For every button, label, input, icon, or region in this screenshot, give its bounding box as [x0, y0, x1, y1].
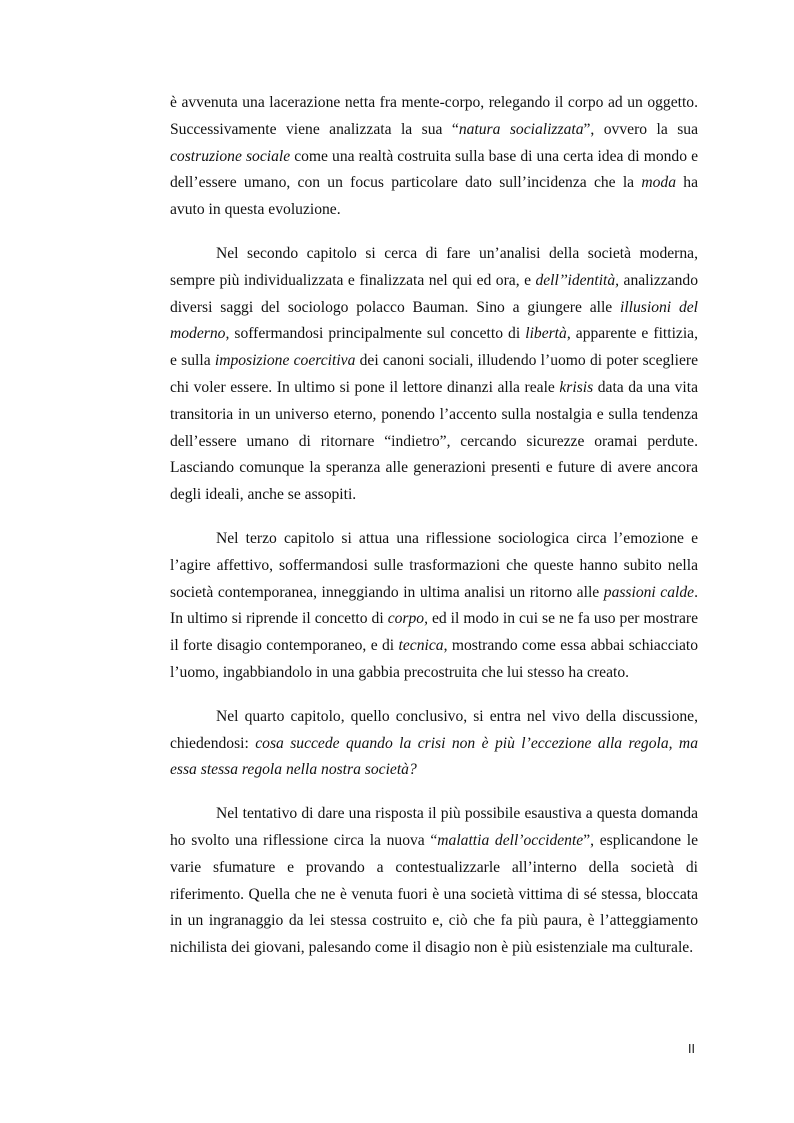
paragraph-2 — [170, 241, 698, 509]
paragraph-3 — [170, 526, 698, 687]
italic-run: natura socializzata — [458, 120, 584, 138]
italic-run: costruzione sociale — [170, 147, 291, 165]
text-run: Nel secondo capitolo si cerca di fare un’analisi della società moderna, sempre più individualizzata e finalizzata nel qui ed ora, e — [170, 244, 698, 289]
italic-run: krisis — [559, 378, 594, 396]
text-run: ed il modo in cui se ne fa uso per mostrare il forte disagio contemporaneo, e di — [170, 610, 699, 655]
text-run: , apparente e fittizia, e sulla — [170, 325, 698, 370]
italic-run: moda — [641, 174, 677, 192]
text-run: . In ultimo si riprende il concetto di — [170, 583, 698, 628]
text-run: , mostrando come essa abbai schiacciato l’uomo, ingabbiandolo in una gabbia precostruita che lui stesso ha creato. — [170, 637, 698, 681]
text-run: ”, ovvero la sua — [583, 120, 698, 138]
italic-run: passioni calde — [603, 583, 695, 601]
text-run: Nel tentativo di dare una risposta il più possibile esaustiva a questa domanda ho svolto una riflessione circa la nuova “ — [170, 805, 698, 849]
page-number: II — [688, 1042, 695, 1056]
text-run: soffermandosi principalmente sul concetto di — [229, 325, 526, 343]
text-run: è avvenuta una lacerazione netta fra mente-corpo, relegando il corpo ad un oggetto. Successivamente viene analizzata la sua “ — [170, 94, 698, 138]
italic-run: malattia dell’occidente — [437, 831, 584, 849]
text-run: data da una vita transitoria in un universo eterno, ponendo l’accento sulla nostalgia e sulla tendenza dell’essere umano di ritornare “indietro”, cercando sicurezze oramai perdute. Lasciando comunque la speranza alle generazioni presenti e future di avere ancora degli ideali, anche se assopiti. — [170, 378, 698, 504]
italic-run: dell’’identità, — [535, 271, 620, 289]
italic-run: tecnica — [398, 637, 444, 655]
italic-run: libertà — [525, 325, 567, 343]
italic-run: imposizione coercitiva — [214, 352, 356, 370]
text-run: ”, esplicandone le varie sfumature e provando a contestualizzarle all’interno della società di riferimento. Quella che ne è venuta fuori è una società vittima di sé stessa, bloccata in un ingranaggio da lei stessa costruito e, ciò che fa più paura, è l’atteggiamento nichilista dei giovani, palesando come il disagio non è più esistenziale ma culturale. — [170, 831, 698, 957]
italic-run: cosa succede quando la crisi non è più l’eccezione alla regola, ma essa stessa regola nella nostra società? — [170, 734, 698, 779]
paragraph-1 — [170, 90, 698, 224]
paragraph-4 — [170, 704, 698, 784]
text-run: come una realtà costruita sulla base di una certa idea di mondo e dell’essere umano, con un focus particolare dato sull’incidenza che la — [170, 147, 698, 192]
text-run: analizzando diversi saggi del sociologo polacco Bauman. Sino a giungere alle — [170, 271, 698, 316]
italic-run: corpo, — [387, 610, 428, 628]
text-run: ha avuto in questa evoluzione. — [170, 174, 698, 219]
document-page-body — [170, 90, 698, 962]
text-run: Nel terzo capitolo si attua una riflessione sociologica circa l’emozione e l’agire affettivo, soffermandosi sulle trasformazioni che queste hanno subito nella società contemporanea, inneggiando in ultima analisi un ritorno alle — [170, 529, 698, 601]
italic-run: illusioni del moderno, — [170, 298, 698, 343]
text-run: dei canoni sociali, illudendo l’uomo di poter scegliere chi voler essere. In ultimo si pone il lettore dinanzi alla reale — [170, 352, 699, 396]
paragraph-5 — [170, 801, 698, 962]
text-run: Nel quarto capitolo, quello conclusivo, si entra nel vivo della discussione, chiedendosi: — [170, 707, 698, 752]
